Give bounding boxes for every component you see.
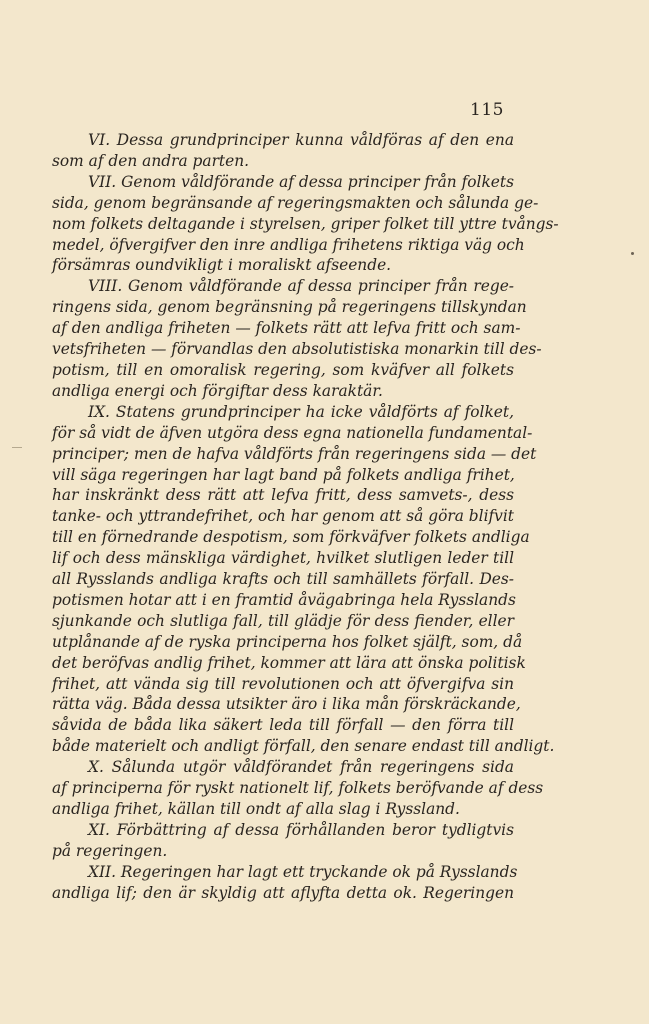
text-line: rätta väg. Båda dessa utsikter äro i lika mån förskräckande,: [52, 695, 521, 714]
text-line: principer; men de hafva våldförts från regeringens sida — det: [52, 444, 537, 463]
text-line: på regeringen.: [52, 841, 168, 860]
text-line: af principerna för ryskt nationelt lif, folkets beröfvande af dess: [52, 779, 544, 798]
text-line: frihet, att vända sig till revolutionen och att öfvergifva sin: [52, 674, 514, 693]
margin-speck: [631, 252, 634, 255]
text-line: sjunkande och slutliga fall, till glädje för dess fiender, eller: [52, 611, 514, 630]
text-line: potism, till en omoralisk regering, som kväfver all folkets: [52, 360, 514, 379]
text-line: andliga lif; den är skyldig att aflyfta detta ok. Regeringen: [52, 883, 514, 902]
text-line: vetsfriheten — förvandlas den absolutistiska monarkin till des-: [52, 340, 542, 359]
text-line: försämras oundvikligt i moraliskt afseende.: [52, 256, 392, 275]
text-line: medel, öfvergifver den inre andliga frihetens riktiga väg och: [52, 235, 525, 254]
text-line: VIII. Genom våldförande af dessa principer från rege-: [88, 277, 514, 296]
text-line: nom folkets deltagande i styrelsen, griper folket till yttre tvångs-: [52, 214, 559, 233]
margin-mark: [12, 447, 22, 448]
text-line: all Rysslands andliga krafts och till samhällets förfall. Des-: [52, 570, 514, 589]
text-line: såvida de båda lika säkert leda till förfall — den förra till: [52, 716, 514, 735]
text-line: XI. Förbättring af dessa förhållanden beror tydligtvis: [88, 820, 514, 839]
text-line: till en förnedrande despotism, som förkväfver folkets andliga: [52, 528, 530, 547]
text-line: X. Sålunda utgör våldförandet från regeringens sida: [88, 758, 514, 777]
text-line: potismen hotar att i en framtid åvägabringa hela Rysslands: [52, 590, 516, 609]
text-line: sida, genom begränsande af regeringsmakten och sålunda ge-: [52, 193, 539, 212]
text-line: utplånande af de ryska principerna hos folket själft, som, då: [52, 632, 523, 651]
text-line: ringens sida, genom begränsning på regeringens tillskyndan: [52, 298, 527, 317]
text-line: det beröfvas andlig frihet, kommer att lära att önska politisk: [52, 653, 526, 672]
text-line: vill säga regeringen har lagt band på folkets andliga frihet,: [52, 465, 515, 484]
body-text: [52, 130, 559, 904]
text-line: som af den andra parten.: [52, 151, 250, 170]
text-line: lif och dess mänskliga värdighet, hvilket slutligen leder till: [52, 549, 514, 568]
text-line: andliga frihet, källan till ondt af alla slag i Ryssland.: [52, 800, 460, 818]
text-line: af den andliga friheten — folkets rätt att lefva fritt och sam-: [52, 319, 521, 338]
text-line: tanke- och yttrandefrihet, och har genom att så göra blifvit: [52, 507, 514, 526]
text-line: VI. Dessa grundprinciper kunna våldföras af den ena: [88, 131, 514, 149]
text-line: VII. Genom våldförande af dessa principer från folkets: [88, 172, 514, 191]
text-line: XII. Regeringen har lagt ett tryckande ok på Rysslands: [88, 862, 518, 881]
text-line: för så vidt de äfven utgöra dess egna nationella fundamental-: [52, 423, 533, 442]
text-line: både materielt och andligt förfall, den senare endast till andligt.: [52, 737, 555, 756]
text-line: har inskränkt dess rätt att lefva fritt, dess samvets-, dess: [52, 486, 514, 505]
text-line: IX. Statens grundprinciper ha icke våldförts af folket,: [88, 402, 514, 421]
text-line: andliga energi och förgiftar dess karaktär.: [52, 381, 383, 400]
page-number: 115: [470, 100, 504, 120]
